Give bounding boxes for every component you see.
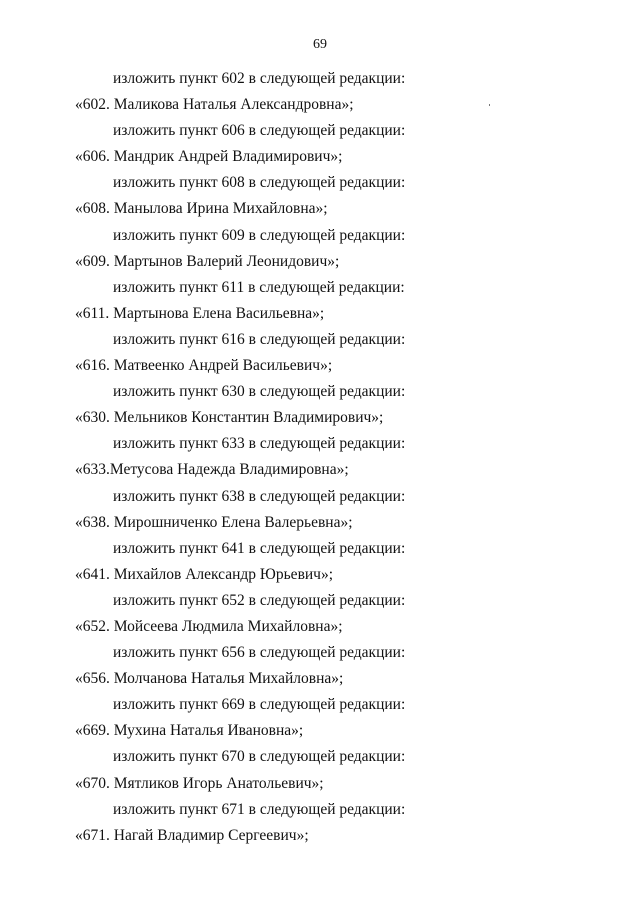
amendment-entry: «609. Мартынов Валерий Леонидович»; bbox=[75, 252, 340, 270]
amendment-entry: «608. Манылова Ирина Михайловна»; bbox=[75, 200, 328, 218]
amendment-entry: «652. Мойсеева Людмила Михайловна»; bbox=[75, 617, 343, 635]
amendment-instruction: изложить пункт 633 в следующей редакции: bbox=[113, 435, 406, 453]
amendment-entry: «656. Молчанова Наталья Михайловна»; bbox=[75, 670, 344, 688]
amendment-entry: «641. Михайлов Александр Юрьевич»; bbox=[75, 565, 334, 583]
amendment-instruction: изложить пункт 671 в следующей редакции: bbox=[113, 800, 406, 818]
amendment-instruction: изложить пункт 602 в следующей редакции: bbox=[113, 70, 406, 87]
amendment-instruction: изложить пункт 641 в следующей редакции: bbox=[113, 539, 406, 557]
amendment-entry: «630. Мельников Константин Владимирович»; bbox=[75, 409, 384, 427]
amendment-entry: «671. Нагай Владимир Сергеевич»; bbox=[75, 826, 309, 844]
amendment-entry: «638. Мирошниченко Елена Валерьевна»; bbox=[75, 513, 353, 531]
page-number: 69 bbox=[313, 37, 327, 52]
amendment-instruction: изложить пункт 630 в следующей редакции: bbox=[113, 383, 406, 401]
amendment-instruction: изложить пункт 609 в следующей редакции: bbox=[113, 226, 406, 244]
amendment-entry: «616. Матвеенко Андрей Васильевич»; bbox=[75, 357, 333, 375]
amendment-instruction: изложить пункт 638 в следующей редакции: bbox=[113, 487, 406, 505]
amendment-instruction: изложить пункт 656 в следующей редакции: bbox=[113, 644, 406, 662]
amendment-entry: «606. Мандрик Андрей Владимирович»; bbox=[75, 148, 343, 166]
document-body bbox=[0, 66, 640, 849]
amendment-instruction: изложить пункт 670 в следующей редакции: bbox=[113, 748, 406, 766]
amendment-entry: «602. Маликова Наталья Александровна»; bbox=[75, 96, 354, 114]
amendment-entry: «611. Мартынова Елена Васильевна»; bbox=[75, 304, 325, 322]
amendment-instruction: изложить пункт 608 в следующей редакции: bbox=[113, 174, 406, 192]
amendment-instruction: изложить пункт 606 в следующей редакции: bbox=[113, 122, 406, 140]
amendment-instruction: изложить пункт 616 в следующей редакции: bbox=[113, 330, 406, 348]
amendment-instruction: изложить пункт 611 в следующей редакции: bbox=[113, 278, 405, 296]
amendment-entry: «633.Метусова Надежда Владимировна»; bbox=[75, 461, 349, 479]
amendment-instruction: изложить пункт 652 в следующей редакции: bbox=[113, 591, 406, 609]
amendment-instruction: изложить пункт 669 в следующей редакции: bbox=[113, 696, 406, 714]
amendment-entry: «669. Мухина Наталья Ивановна»; bbox=[75, 722, 304, 740]
amendment-entry: «670. Мятликов Игорь Анатольевич»; bbox=[75, 774, 324, 792]
